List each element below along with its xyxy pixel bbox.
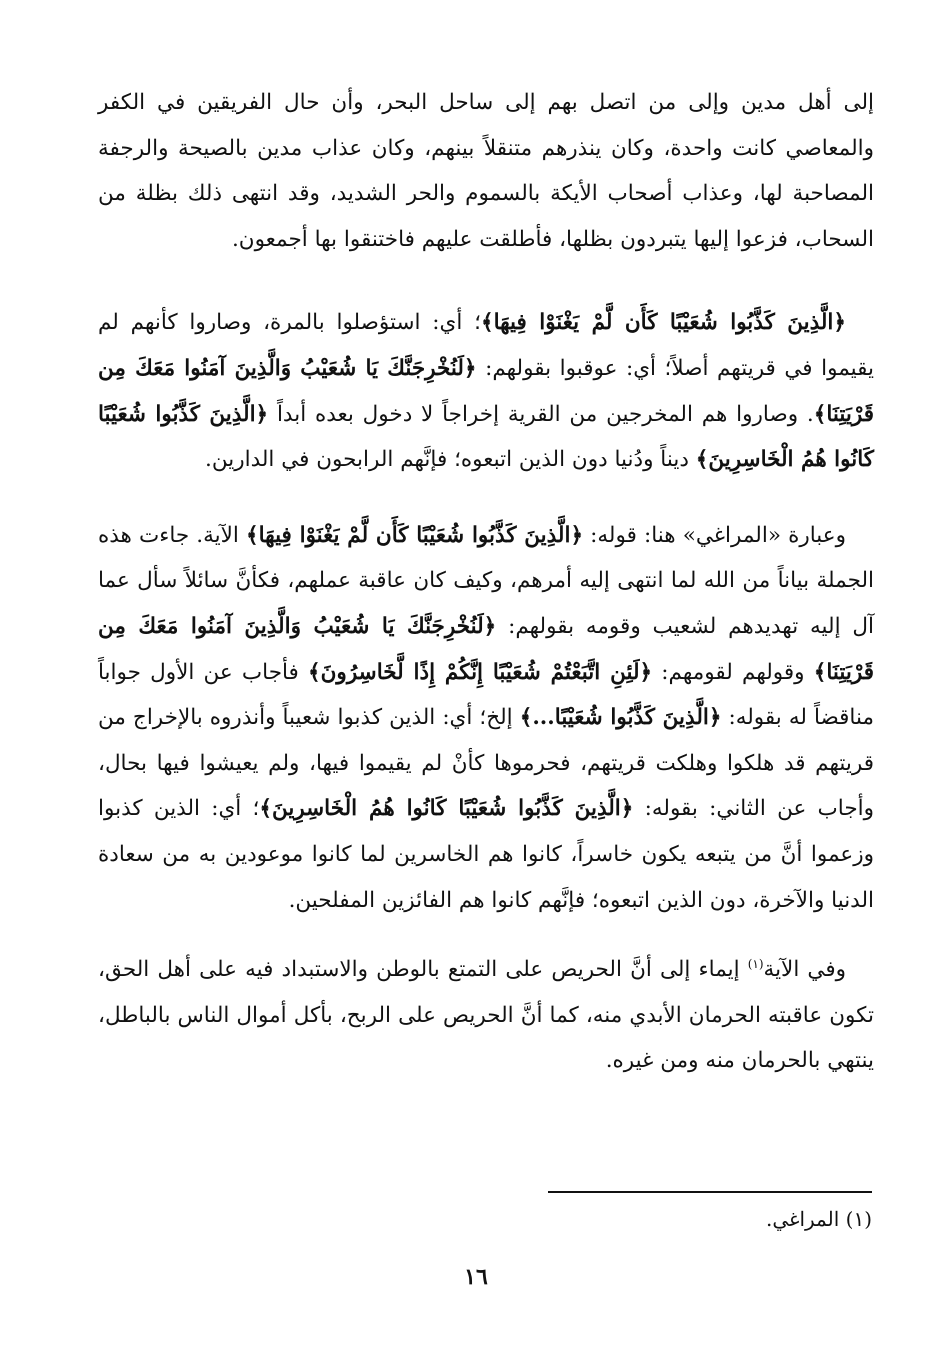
footnote	[472, 1204, 872, 1234]
footnote-text: المراغي.	[765, 1207, 840, 1231]
footnote-reference: (١)	[747, 956, 764, 971]
quran-quote: ﴿لَئِنِ اتَّبَعْتُمْ شُعَيْبًا إِنَّكُمْ إِذًا لَّخَاسِرُونَ﴾	[308, 659, 653, 685]
text-segment: ؛ أي: الذين كذبوا وزعموا أنَّ من يتبعه يكون خاسراً، كانوا هم الخاسرين لما كانوا موعودين به من سعادة الدنيا والآخرة، دون الذين اتبعوه؛ فإنَّهم كانوا هم الفائزين المفلحين.	[98, 796, 874, 913]
footnote-divider	[548, 1191, 872, 1193]
text-segment: وعبارة «المراغي» هنا: قوله:	[583, 522, 846, 548]
quran-quote: ﴿الَّذِينَ كَذَّبُوا شُعَيْبًا كَانُوا هُمُ الْخَاسِرِينَ﴾	[98, 401, 874, 473]
quran-quote: ﴿الَّذِينَ كَذَّبُوا شُعَيْبًا كَانُوا هُمُ الْخَاسِرِينَ﴾	[259, 796, 634, 822]
text-segment: إيماء إلى أنَّ الحريص على التمتع بالوطن والاستبداد فيه على أهل الحق، تكون عاقبته الحرمان الأبدي منه، كما أنَّ الحريص على الربح، بأكل أموال الناس بالباطل، ينتهي بالحرمان منه ومن غيره.	[98, 957, 874, 1074]
text-segment: . وصاروا هم المخرجين من القرية إخراجاً لا دخول بعده أبداً	[268, 401, 814, 427]
text-segment: ديناً ودُنيا دون الذين اتبعوه؛ فإنَّهم الرابحون في الدارين.	[205, 447, 696, 473]
paragraph-2	[98, 300, 874, 482]
text-segment: الآية. جاءت هذه الجملة بياناً من الله لما انتهى إليه أمرهم، وكيف كان عاقبة عملهم، فكأنَّ سائلاً سأل عما آل إليه تهديدهم لشعيب وقومه بقولهم:	[98, 522, 874, 639]
text-segment: وقولهم لقومهم:	[652, 659, 814, 685]
paragraph-1	[98, 80, 874, 262]
text-segment: إلى أهل مدين وإلى من اتصل بهم إلى ساحل البحر، وأن حال الفريقين في الكفر والمعاصي كانت واحدة، وكان ينذرهم متنقلاً بينهم، وكان عذاب مدين بالصيحة والرجفة المصاحبة لها، وعذاب أصحاب الأيكة بالسموم والحر الشديد، وقد انتهى ذلك بظلة من السحاب، فزعوا إليها يتبردون بظلها، فأطلقت عليهم فاختنقوا بها أجمعون.	[98, 90, 874, 252]
text-segment: ؛ أي: استؤصلوا بالمرة، وصاروا كأنهم لم يقيموا في قريتهم أصلاً؛ أي: عوقبوا بقولهم:	[98, 310, 874, 381]
text-segment: وفي الآية	[763, 957, 846, 983]
quran-quote: ﴿لَنُخْرِجَنَّكَ يَا شُعَيْبُ وَالَّذِينَ آمَنُوا مَعَكَ مِن قَرْيَتِنَا﴾	[98, 613, 874, 685]
paragraph-3	[98, 513, 874, 923]
footnote-marker: (١)	[845, 1207, 872, 1231]
quran-quote: ﴿الَّذِينَ كَذَّبُوا شُعَيْبًا كَأَن لَّمْ يَغْنَوْا فِيهَا﴾	[480, 310, 846, 336]
page-number: ١٦	[464, 1264, 488, 1290]
quran-quote: ﴿لَنُخْرِجَنَّكَ يَا شُعَيْبُ وَالَّذِينَ آمَنُوا مَعَكَ مِن قَرْيَتِنَا﴾	[98, 355, 874, 427]
paragraph-4	[98, 947, 874, 1084]
quran-quote: ﴿الَّذِينَ كَذَّبُوا شُعَيْبًا كَأَن لَّمْ يَغْنَوْا فِيهَا﴾	[246, 522, 584, 548]
page-body	[98, 80, 874, 1122]
text-segment: فأجاب عن الأول جواباً مناقضاً له بقوله:	[98, 659, 874, 731]
text-segment: إلخ؛ أي: الذين كذبوا شعيباً وأنذروه بالإخراج من قريتهم قد هلكوا وهلكت قريتهم، فحرموها كأنْ لم يقيموا فيها، ولم يعيشوا فيها بحال، وأجاب عن الثاني: بقوله:	[98, 705, 874, 822]
quran-quote: ﴿الَّذِينَ كَذَّبُوا شُعَيْبًا...﴾	[519, 705, 722, 731]
